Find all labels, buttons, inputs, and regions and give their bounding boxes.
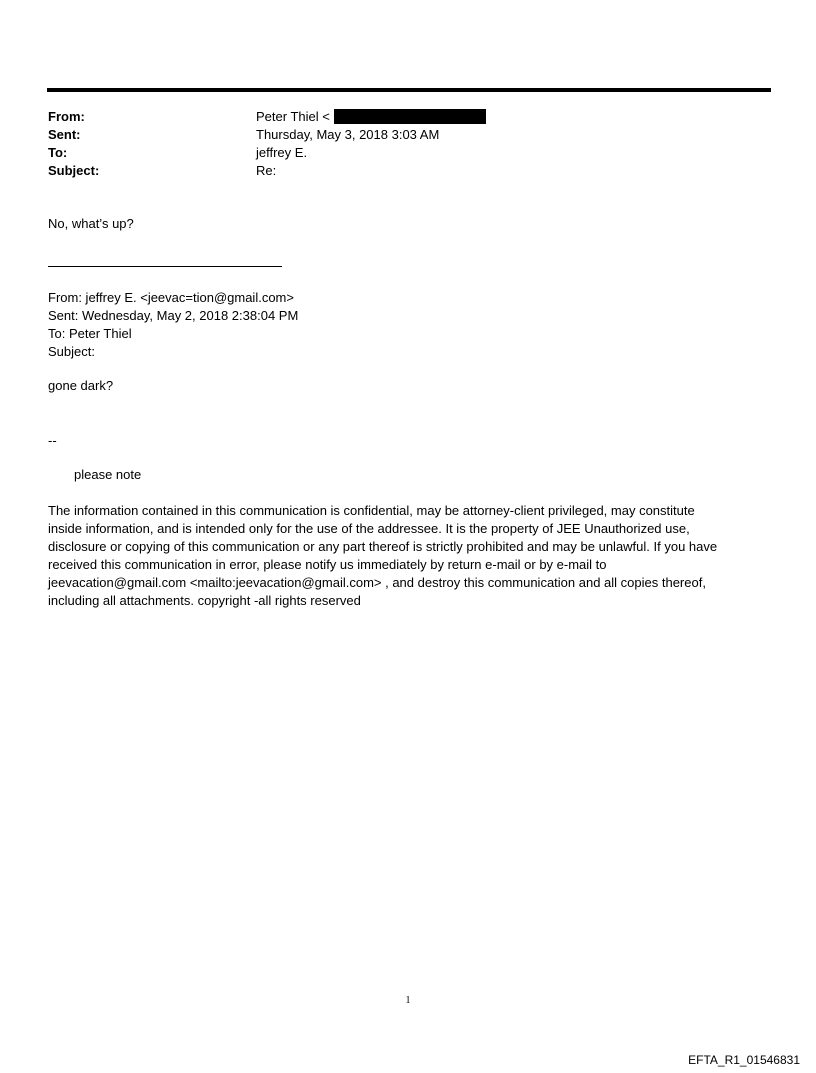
disclaimer-line: jeevacation@gmail.com <mailto:jeevacation@gmail.com> , and destroy this communication and all copies thereof, [48,575,706,590]
quoted-sent-line: Sent: Wednesday, May 2, 2018 2:38:04 PM [48,308,299,323]
quoted-message: gone dark? [48,378,114,393]
quoted-subject-line: Subject: [48,344,95,359]
disclaimer-line: inside information, and is intended only for the use of the addressee. It is the property of JEE Unauthorized use, [48,521,690,536]
redaction-box [334,109,486,124]
reply-text: No, what’s up? [48,216,134,231]
document-id: EFTA_R1_01546831 [688,1053,800,1067]
disclaimer-line: including all attachments. copyright -all rights reserved [48,593,361,608]
to-label: To: [48,145,68,160]
from-label: From: [48,109,85,124]
disclaimer-line: received this communication in error, please notify us immediately by return e-mail or by e-mail to [48,557,607,572]
quoted-to-line: To: Peter Thiel [48,326,132,341]
page-number: 1 [405,995,411,1006]
subject-label: Subject: [48,163,100,178]
signature-separator: -- [48,433,57,448]
from-name: Peter Thiel < [256,109,330,124]
subject-value: Re: [256,163,277,178]
disclaimer-line: The information contained in this communication is confidential, may be attorney-client privileged, may constitute [48,503,695,518]
please-note: please note [74,467,142,482]
quoted-header [48,289,298,361]
sent-value: Thursday, May 3, 2018 3:03 AM [256,127,440,142]
disclaimer [48,502,764,610]
header-divider [47,88,771,92]
to-value: jeffrey E. [256,145,308,160]
sent-label: Sent: [48,127,81,142]
quote-divider [48,266,282,267]
quoted-from-line: From: jeffrey E. <jeevac=tion@gmail.com> [48,290,294,305]
from-value [256,108,486,126]
disclaimer-line: disclosure or copying of this communication or any part thereof is strictly prohibited and may be unlawful. If you have [48,539,718,554]
